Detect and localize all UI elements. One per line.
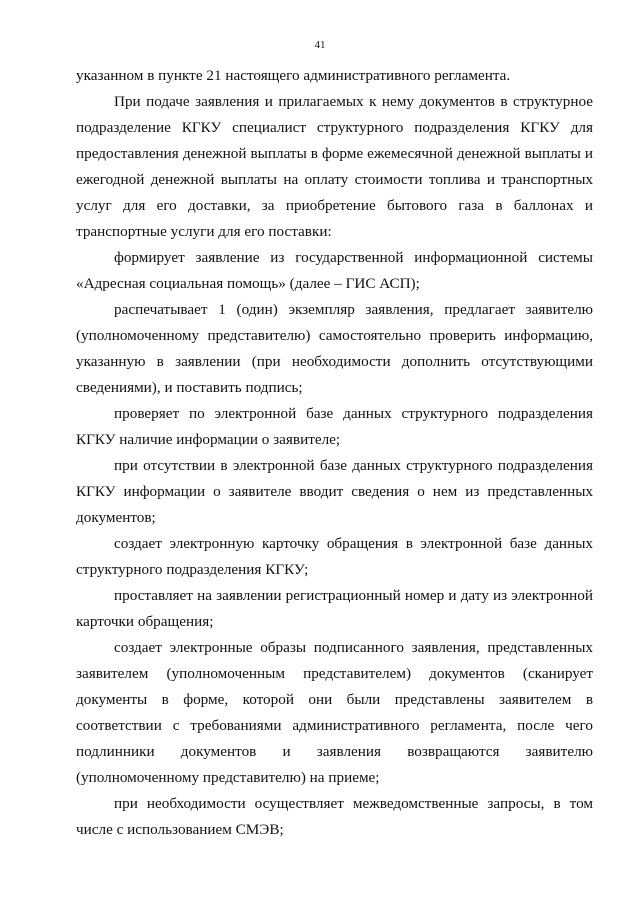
paragraph-10: при необходимости осуществляет межведомственные запросы, в том числе с использованием СМЭВ; [76, 795, 593, 838]
body-text [76, 63, 593, 843]
paragraph-2: При подаче заявления и прилагаемых к нему документов в структурное подразделение КГКУ специалист структурного подразделения КГКУ для предоставления денежной выплаты в форме ежемесячной денежной выплаты и ежегодной денежной выплаты на оплату стоимости топлива и транспортных услуг для его доставки, за приобретение бытового газа в баллонах и транспортные услуги для его поставки: [76, 93, 593, 240]
paragraph-7: создает электронную карточку обращения в электронной базе данных структурного подразделения КГКУ; [76, 535, 593, 578]
paragraph-8: проставляет на заявлении регистрационный номер и дату из электронной карточки обращения; [76, 587, 593, 630]
paragraph-5: проверяет по электронной базе данных структурного подразделения КГКУ наличие информации о заявителе; [76, 405, 593, 448]
paragraph-9: создает электронные образы подписанного заявления, представленных заявителем (уполномоченным представителем) документов (сканирует документы в форме, которой они были представлены заявителем в соответствии с требованиями административного регламента, после чего подлинники документов и заявления возвращаются заявителю (уполномоченному представителю) на приеме; [76, 639, 593, 786]
paragraph-1: указанном в пункте 21 настоящего административного регламента. [76, 67, 511, 84]
paragraph-3: формирует заявление из государственной информационной системы «Адресная социальная помощь» (далее – ГИС АСП); [76, 249, 593, 292]
paragraph-4: распечатывает 1 (один) экземпляр заявления, предлагает заявителю (уполномоченному представителю) самостоятельно проверить информацию, указанную в заявлении (при необходимости дополнить отсутствующими сведениями), и поставить подпись; [76, 301, 593, 396]
page-number: 41 [314, 39, 326, 51]
paragraph-6: при отсутствии в электронной базе данных структурного подразделения КГКУ информации о заявителе вводит сведения о нем из представленных документов; [76, 457, 593, 526]
